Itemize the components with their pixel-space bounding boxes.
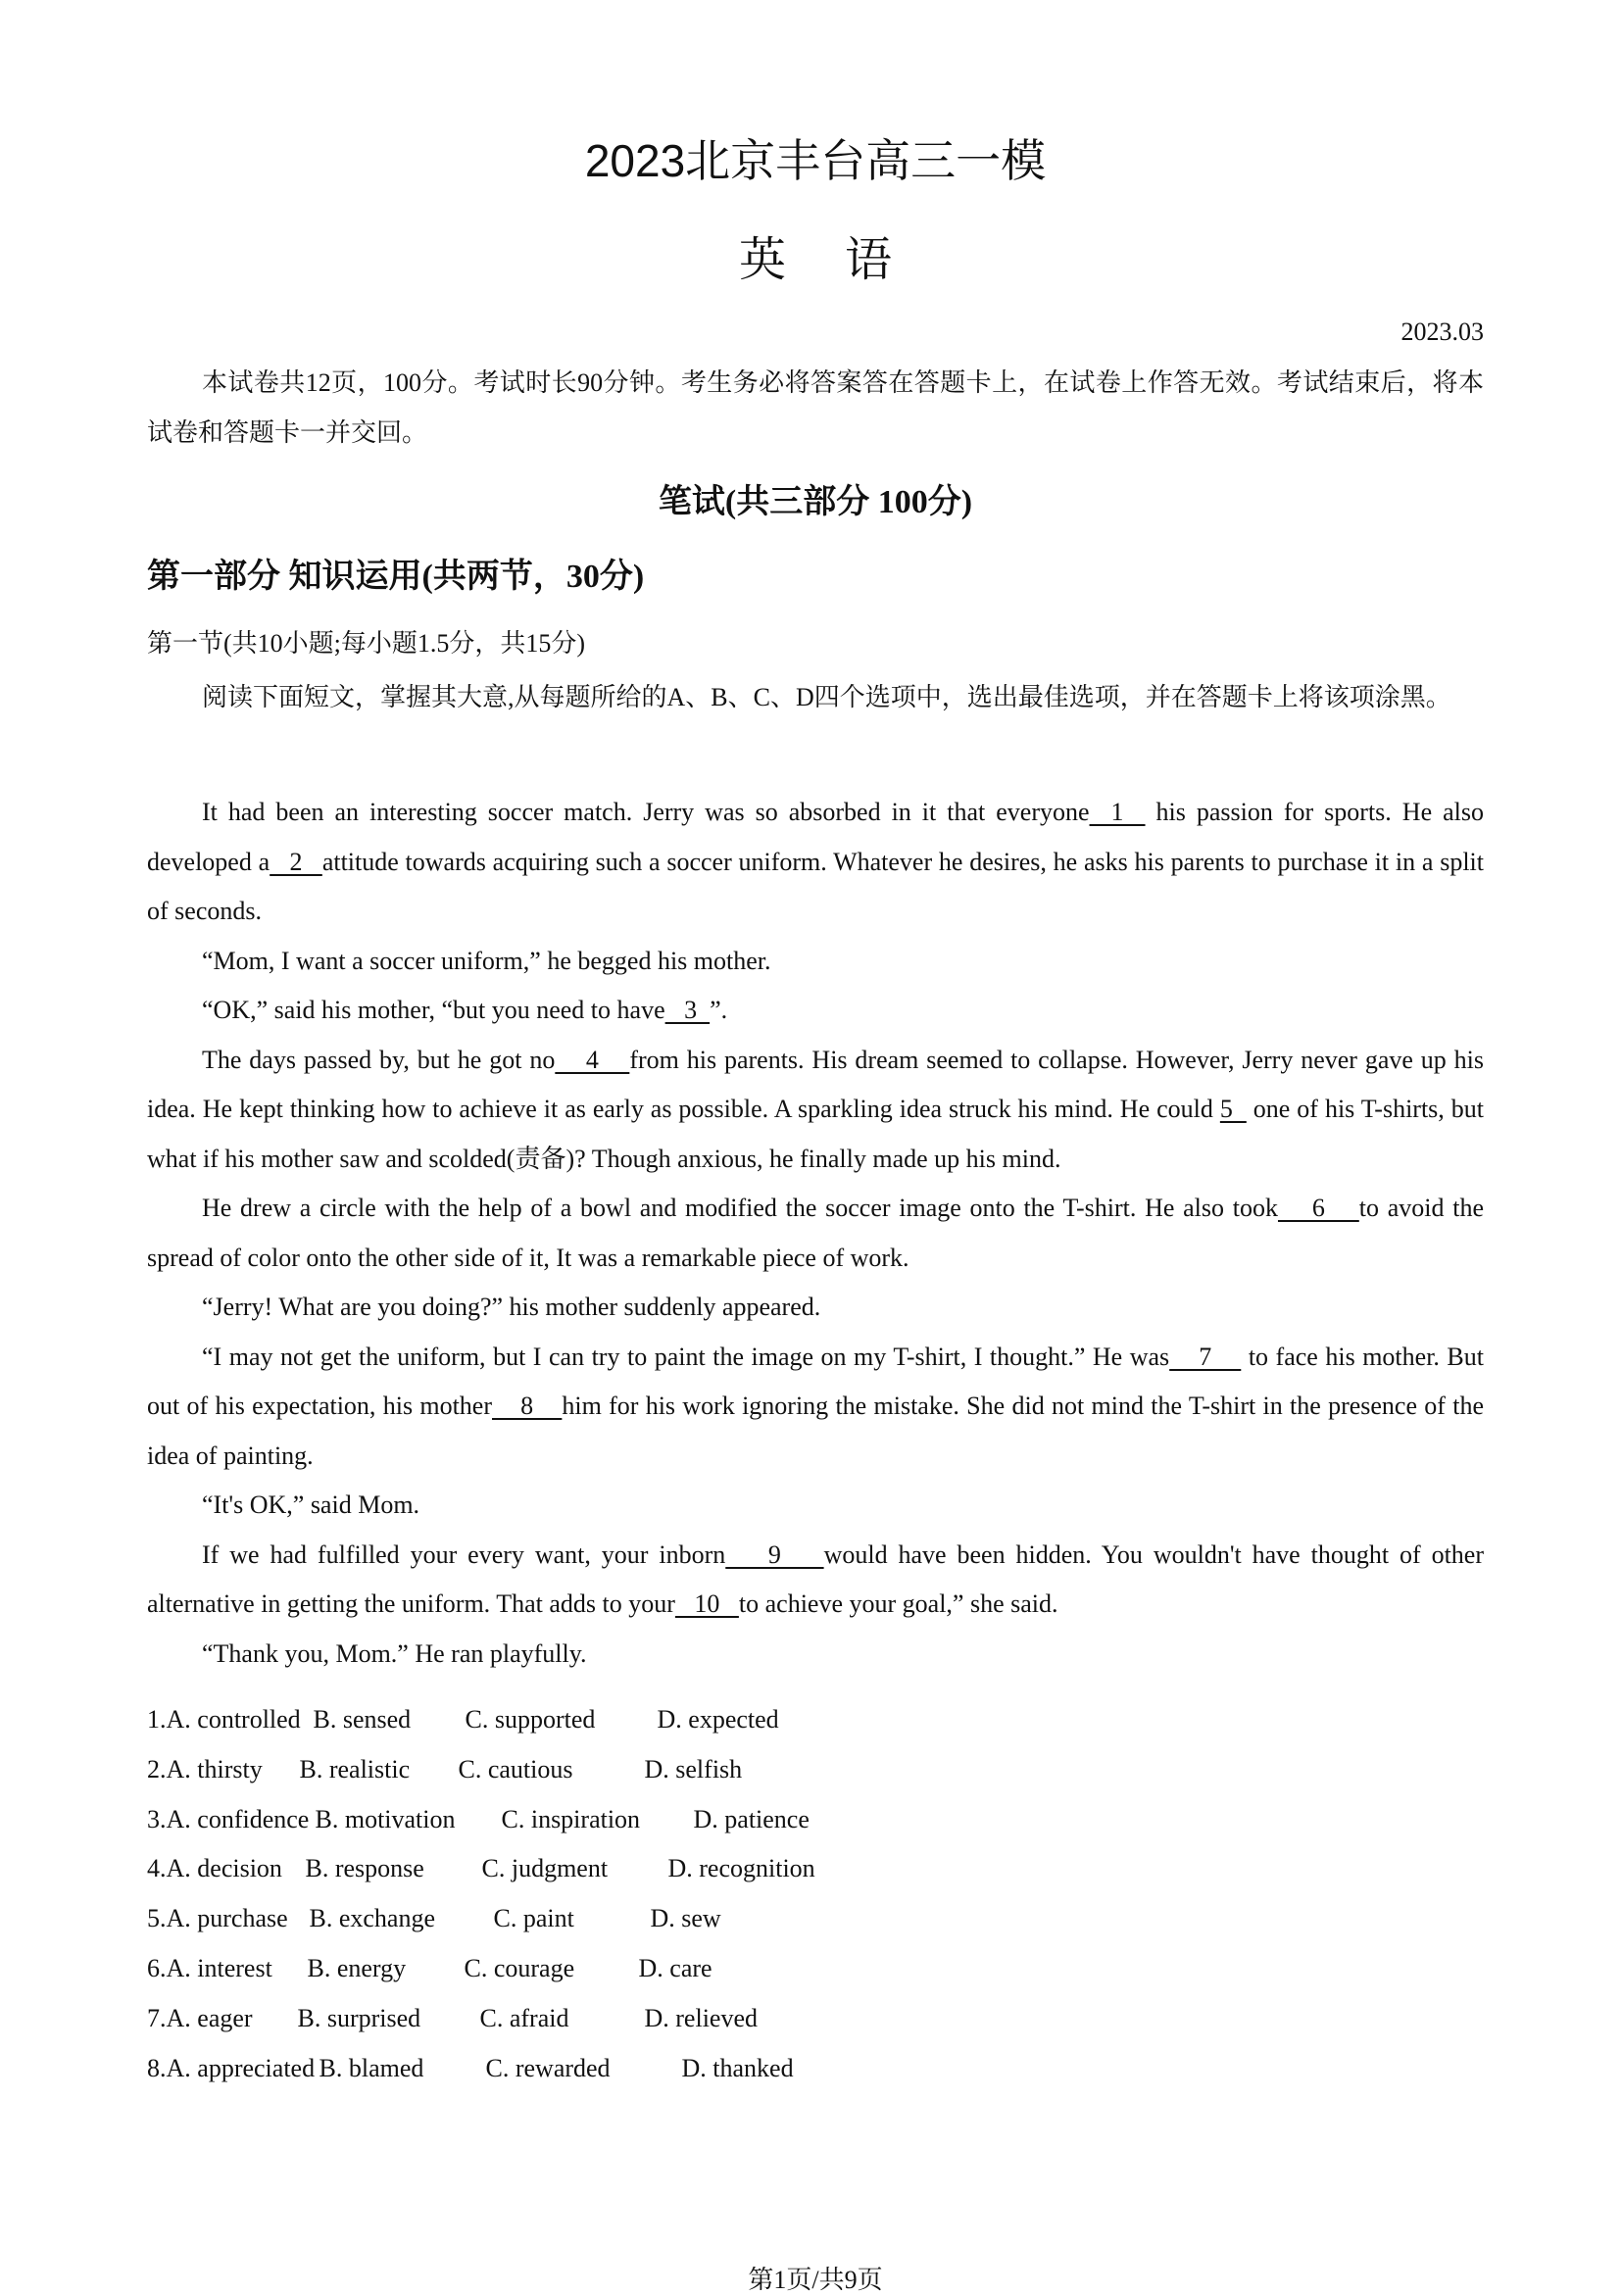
passage-paragraph xyxy=(147,1184,1484,1283)
option-d: D. care xyxy=(638,1953,712,1982)
intro-paragraph: 本试卷共12页，100分。考试时长90分钟。考生务必将答案答在答题卡上，在试卷上作答无效。考试结束后，将本试卷和答题卡一并交回。 xyxy=(147,368,1484,447)
passage-text: “I may not get the uniform, but I can try to paint the image on my T-shirt, I thought.” He was xyxy=(202,1342,1170,1371)
question-number: 8. xyxy=(147,2053,167,2082)
option-b: B. energy xyxy=(307,1953,407,1982)
question-number: 7. xyxy=(147,2003,167,2032)
part-title: 第一部分 知识运用(共两节，30分) xyxy=(147,559,645,595)
answer-options xyxy=(147,1695,1484,2093)
passage-text: to achieve your goal,” she said. xyxy=(738,1589,1058,1618)
option-row xyxy=(147,1994,1484,2044)
question-number: 1. xyxy=(147,1705,167,1734)
option-b: B. realistic xyxy=(299,1754,411,1783)
option-c: C. afraid xyxy=(479,2003,569,2032)
option-row xyxy=(147,1695,1484,1745)
passage-text: to face his mother. But out of his expectation, his mother xyxy=(147,1342,1484,1420)
passage-paragraph xyxy=(147,1333,1484,1482)
option-c: C. rewarded xyxy=(485,2053,611,2082)
section-title: 笔试(共三部分 100分) xyxy=(658,484,973,520)
cloze-blank: 8 xyxy=(492,1392,563,1420)
passage-text: “OK,” said his mother, “but you need to have xyxy=(202,996,665,1024)
option-a: A. appreciated xyxy=(166,2053,316,2082)
page-number: 第1页/共9页 xyxy=(748,2266,883,2294)
cloze-blank: 3 xyxy=(664,996,711,1024)
instruction-paragraph: 阅读下面短文，掌握其大意,从每题所给的A、B、C、D四个选项中，选出最佳选项，并在答题卡上将该项涂黑。 xyxy=(202,683,1451,711)
question-number: 6. xyxy=(147,1953,167,1982)
passage-text: would have been hidden. You wouldn't have thought of other alternative in getting the uniform. That adds to your xyxy=(147,1539,1484,1618)
question-number: 3. xyxy=(147,1804,167,1833)
cloze-blank: 4 xyxy=(555,1045,630,1074)
option-row xyxy=(147,1795,1484,1845)
option-row xyxy=(147,1844,1484,1894)
option-a: A. eager xyxy=(166,2003,253,2032)
exam-title: 2023北京丰台高三一模 xyxy=(584,135,1047,186)
passage-paragraph xyxy=(147,1531,1484,1630)
passage-paragraph xyxy=(147,1481,1484,1531)
question-number: 2. xyxy=(147,1754,167,1783)
cloze-blank: 9 xyxy=(725,1539,824,1569)
passage-text: The days passed by, but he got no xyxy=(202,1045,556,1074)
option-c: C. judgment xyxy=(481,1854,609,1883)
passage-text: one of his T-shirts, but what if his mother saw and scolded(责备)? Though anxious, he finally made up his mind. xyxy=(147,1095,1484,1173)
option-d: D. expected xyxy=(657,1705,779,1734)
passage-text: “It's OK,” said Mom. xyxy=(202,1490,420,1519)
option-a: A. thirsty xyxy=(166,1754,263,1783)
option-c: C. supported xyxy=(465,1705,596,1734)
option-d: D. selfish xyxy=(644,1754,743,1783)
option-b: B. blamed xyxy=(319,2053,424,2082)
passage-text: from his parents. His dream seemed to collapse. However, Jerry never gave up his idea. He kept thinking how to achieve it as early as possible. A sparkling idea struck his mind. He could xyxy=(147,1045,1484,1123)
option-b: B. surprised xyxy=(297,2003,421,2032)
passage-text: attitude towards acquiring such a soccer uniform. Whatever he desires, he asks his parents to purchase it in a split of seconds. xyxy=(147,847,1485,925)
option-a: A. interest xyxy=(166,1953,272,1982)
cloze-blank: 6 xyxy=(1277,1194,1359,1222)
passage-paragraph xyxy=(147,1036,1484,1185)
option-c: C. paint xyxy=(493,1904,574,1933)
passage-text: to avoid the spread of color onto the other side of it, It was a remarkable piece of work. xyxy=(147,1194,1485,1272)
cloze-blank: 1 xyxy=(1089,798,1146,826)
passage-text: “Thank you, Mom.” He ran playfully. xyxy=(202,1638,587,1668)
passage-text: It had been an interesting soccer match. Jerry was so absorbed in it that everyone xyxy=(202,798,1090,826)
passage-text: “Mom, I want a soccer uniform,” he begged his mother. xyxy=(202,946,771,975)
option-b: B. sensed xyxy=(313,1705,412,1734)
passage-text: “Jerry! What are you doing?” his mother suddenly appeared. xyxy=(202,1293,821,1321)
passage-text: ”. xyxy=(710,996,728,1024)
option-row xyxy=(147,2044,1484,2094)
option-row xyxy=(147,1944,1484,1994)
passage-text: If we had fulfilled your every want, your inborn xyxy=(202,1539,726,1569)
sub-section-title: 第一节(共10小题;每小题1.5分，共15分) xyxy=(147,629,586,658)
question-number: 5. xyxy=(147,1904,167,1933)
option-a: A. purchase xyxy=(166,1904,288,1933)
option-c: C. inspiration xyxy=(501,1804,641,1833)
option-b: B. response xyxy=(305,1854,424,1883)
option-c: C. courage xyxy=(464,1953,575,1982)
option-d: D. thanked xyxy=(681,2053,794,2082)
cloze-blank: 10 xyxy=(674,1589,739,1618)
option-a: A. confidence xyxy=(166,1804,310,1833)
passage-text: him for his work ignoring the mistake. She did not mind the T-shirt in the presence of the idea of painting. xyxy=(147,1392,1485,1470)
option-d: D. patience xyxy=(693,1804,810,1833)
option-b: B. motivation xyxy=(315,1804,456,1833)
option-a: A. decision xyxy=(166,1854,282,1883)
passage-paragraph xyxy=(147,937,1484,987)
option-b: B. exchange xyxy=(309,1904,436,1933)
option-d: D. sew xyxy=(650,1904,721,1933)
cloze-blank: 2 xyxy=(270,847,322,876)
cloze-blank: 5 xyxy=(1219,1095,1247,1123)
passage-paragraph xyxy=(147,1630,1484,1680)
passage-text: his passion for sports. He also developed a xyxy=(147,798,1484,876)
option-c: C. cautious xyxy=(458,1754,573,1783)
subject-title: 英语 xyxy=(738,232,951,287)
option-d: D. relieved xyxy=(644,2003,759,2032)
passage-paragraph xyxy=(147,788,1484,937)
passage-text: He drew a circle with the help of a bowl and modified the soccer image onto the T-shirt. He also took xyxy=(202,1194,1278,1222)
question-number: 4. xyxy=(147,1854,167,1883)
cloze-blank: 7 xyxy=(1169,1342,1242,1371)
passage-paragraph xyxy=(147,1283,1484,1333)
option-d: D. recognition xyxy=(667,1854,815,1883)
option-row xyxy=(147,1745,1484,1795)
exam-date: 2023.03 xyxy=(1400,318,1484,346)
passage-paragraph xyxy=(147,986,1484,1036)
option-a: A. controlled xyxy=(166,1705,301,1734)
cloze-passage xyxy=(147,788,1484,1679)
option-row xyxy=(147,1894,1484,1944)
